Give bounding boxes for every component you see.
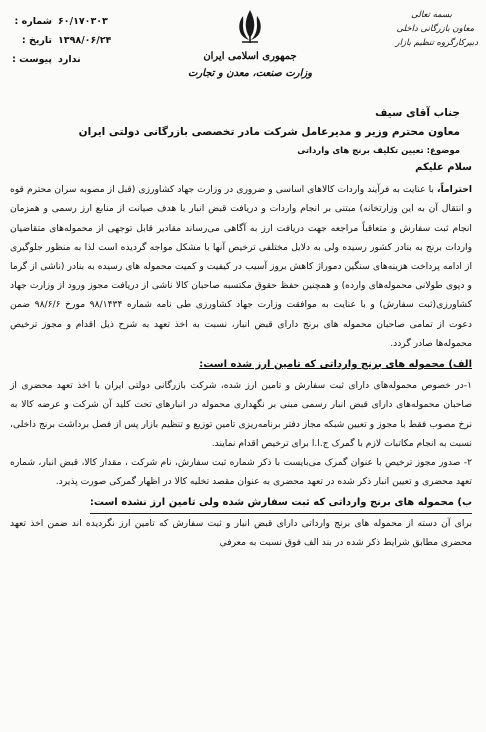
letter-number-label: شماره : xyxy=(14,16,52,27)
paragraph-1 xyxy=(10,180,472,353)
section-b-text: برای آن دسته از محموله های برنج وارداتی دارای قبض انبار و ثبت سفارش که تامین ارز نگردیده اند ضمن اخذ تعهد محضری مطابق شرایط ذکر شده در بند الف فوق نسبت به معرفی xyxy=(10,517,472,548)
sender-block xyxy=(368,8,478,50)
center-title xyxy=(180,48,320,82)
subject-text: تعیین تکلیف برنج های وارداتی xyxy=(297,146,424,156)
addressee-block xyxy=(20,104,460,161)
addressee-title: معاون محترم وزیر و مدیرعامل شرکت مادر تخصصی بازرگانی دولتی ایران xyxy=(78,126,460,138)
letter-date: ۱۳۹۸/۰۶/۲۴ xyxy=(58,35,112,46)
ministry-title: وزارت صنعت، معدن و تجارت xyxy=(187,68,313,79)
section-a-item-1: ۱-در خصوص محموله‌های دارای ثبت سفارش و تامین ارز شده، شرکت بازرگانی دولتی ایران با اخذ تعهد محضری از صاحبان محموله‌های دارای قبض انبار رسمی مبنی بر نگهداری محموله در انبارهای تحت کلید آن شرکت و عرضه کالا به نرخ مصوب فقط با مجوز و تعیین شبکه مجاز دفتر برنامه‌ریزی تامین توزیع و تنظیم بازار پس از فصل برداشت برنج داخلی، نسبت به انجام مکاتبات لازم با گمرک ج.ا.ا برای ترخیص اقدام نمایند. xyxy=(10,380,472,449)
iran-emblem-icon xyxy=(234,8,266,44)
letter-meta xyxy=(12,12,162,69)
letter-attachment: ندارد xyxy=(58,54,81,65)
letter-date-label: تاریخ : xyxy=(21,35,52,46)
sender-title-2: دبیرکارگروه تنظیم بازار xyxy=(395,38,478,48)
greeting: سلام علیکم xyxy=(415,162,472,173)
letter-attachment-label: پیوست : xyxy=(12,54,52,65)
letter-body xyxy=(10,158,472,552)
paragraph-1-text: با عنایت به فرآیند واردات کالاهای اساسی و ضروری در وزارت جهاد کشاورزی (قبل از مصوبه سران محترم قوه و انتقال آن به این وزارتخانه) مبتنی بر انجام واردات و دریافت قبض انبار با هدف صیانت از منابع ارز رسمی و همزمان انجام ثبت سفارش و متعاقباً مراجعه جهت دریافت ارز به آگاهی می‌رساند مقادیر قابل توجهی از محموله‌های متقاضیان واردات برنج به بنادر کشور رسیده ولی به دلایل مختلفی ترخیص آنها با مشکل مواجه گردیده است لذا به منظور جلوگیری از ادامه پرداخت هزینه‌های سنگین دموراژ کاهش بروز آسیب در کیفیت و کمیت محموله های رسیده به بنادر (ناشی از گرما و دپوی طولانی محموله‌های وارده) و همچنین حفظ حقوق مکتسبه صاحبان کالا ناشی از دریافت مجوز ورود از وزارت جهاد کشاورزی(ثبت سفارش) و با عنایت به موافقت وزارت جهاد کشاورزی طی نامه شماره ۹۸/۱۴۳۴ مورخ ۹۸/۶/۶ ضمن دعوت از تمامی صاحبان محموله های برنج دارای قبض انبار، نسبت به اخذ تعهد به شرح ذیل اقدام و مجوز ترخیص محموله‌ها صادر گردد. xyxy=(10,184,472,349)
letter-number-row xyxy=(12,12,162,31)
section-a-item-2: ۲- صدور مجوز ترخیص با عنوان گمرک می‌بایست با ذکر شماره ثبت سفارش، نام شرکت ، مقدار کالا، قبض انبار، شماره تعهد محضری و تعیین انبار ذکر شده در تعهد محضری به عنوان مقصد تخلیه کالا در اظهار گمرکی صورت پذیرد. xyxy=(10,457,472,488)
sender-title-1: معاون بازرگانی داخلی xyxy=(396,24,474,34)
subject-label: موضوع: xyxy=(426,146,460,156)
bismillah-text: بسمه تعالی xyxy=(411,10,452,20)
letter-number: ۶۰/۱۷۰۳۰۳ xyxy=(58,16,108,27)
section-a-title: الف) محموله های برنج وارداتی که تامین ارز شده است: xyxy=(199,359,472,371)
addressee-name: جناب آقای سیف xyxy=(375,107,460,119)
section-b-title: ب) محموله های برنج وارداتی که ثبت سفارش شده ولی تامین ارز نشده است: xyxy=(90,493,472,513)
letter-attachment-row xyxy=(12,50,162,69)
republic-title: جمهوری اسلامی ایران xyxy=(203,51,297,62)
paragraph-1-lead: احتراماً، xyxy=(437,184,473,196)
letter-date-row xyxy=(12,31,162,50)
